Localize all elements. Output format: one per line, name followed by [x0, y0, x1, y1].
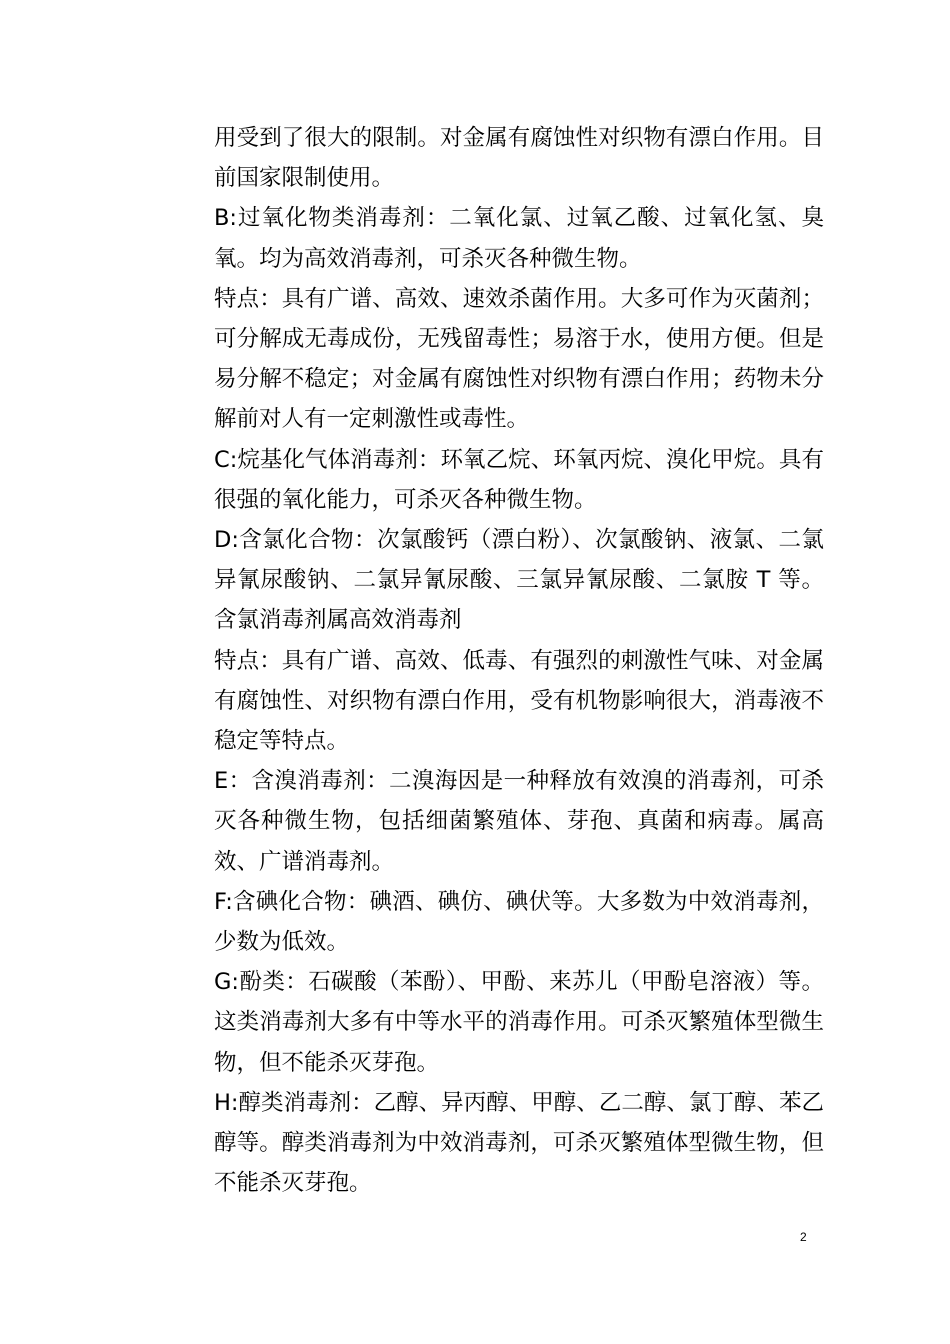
paragraph-b-peroxides: B:过氧化物类消毒剂：二氧化氯、过氧乙酸、过氧化氢、臭氧。均为高效消毒剂，可杀灭各种微生物。 — [214, 205, 824, 272]
paragraph-b-features: 特点：具有广谱、高效、速效杀菌作用。大多可作为灭菌剂；可分解成无毒成份，无残留毒性；易溶于水，使用方便。但是易分解不稳定；对金属有腐蚀性对织物有漂白作用；药物未分解前对人有一定刺激性或毒性。 — [214, 285, 824, 433]
document-body — [214, 118, 824, 1203]
paragraph-g-phenols: G:酚类：石碳酸（苯酚）、甲酚、来苏儿（甲酚皂溶液）等。这类消毒剂大多有中等水平的消毒作用。可杀灭繁殖体型微生物，但不能杀灭芽孢。 — [214, 969, 824, 1076]
page-number: 2 — [800, 1230, 807, 1244]
paragraph-e-bromine: E：含溴消毒剂：二溴海因是一种释放有效溴的消毒剂，可杀灭各种微生物，包括细菌繁殖体、芽孢、真菌和病毒。属高效、广谱消毒剂。 — [214, 768, 824, 875]
paragraph-h-alcohols: H:醇类消毒剂：乙醇、异丙醇、甲醇、乙二醇、氯丁醇、苯乙醇等。醇类消毒剂为中效消毒剂，可杀灭繁殖体型微生物，但不能杀灭芽孢。 — [214, 1089, 824, 1197]
paragraph-f-iodine: F:含碘化合物：碘酒、碘仿、碘伏等。大多数为中效消毒剂，少数为低效。 — [214, 888, 824, 956]
paragraph-continuation: 用受到了很大的限制。对金属有腐蚀性对织物有漂白作用。目前国家限制使用。 — [214, 125, 824, 192]
paragraph-d-features: 特点：具有广谱、高效、低毒、有强烈的刺激性气味、对金属有腐蚀性、对织物有漂白作用，受有机物影响很大，消毒液不稳定等特点。 — [214, 647, 824, 755]
paragraph-c-alkylating-gas: C:烷基化气体消毒剂：环氧乙烷、环氧丙烷、溴化甲烷。具有很强的氧化能力，可杀灭各种微生物。 — [214, 446, 824, 513]
paragraph-d-chlorine-compounds: D:含氯化合物：次氯酸钙（漂白粉）、次氯酸钠、液氯、二氯异氰尿酸钠、二氯异氰尿酸、三氯异氰尿酸、二氯胺 T 等。含氯消毒剂属高效消毒剂 — [214, 527, 824, 634]
